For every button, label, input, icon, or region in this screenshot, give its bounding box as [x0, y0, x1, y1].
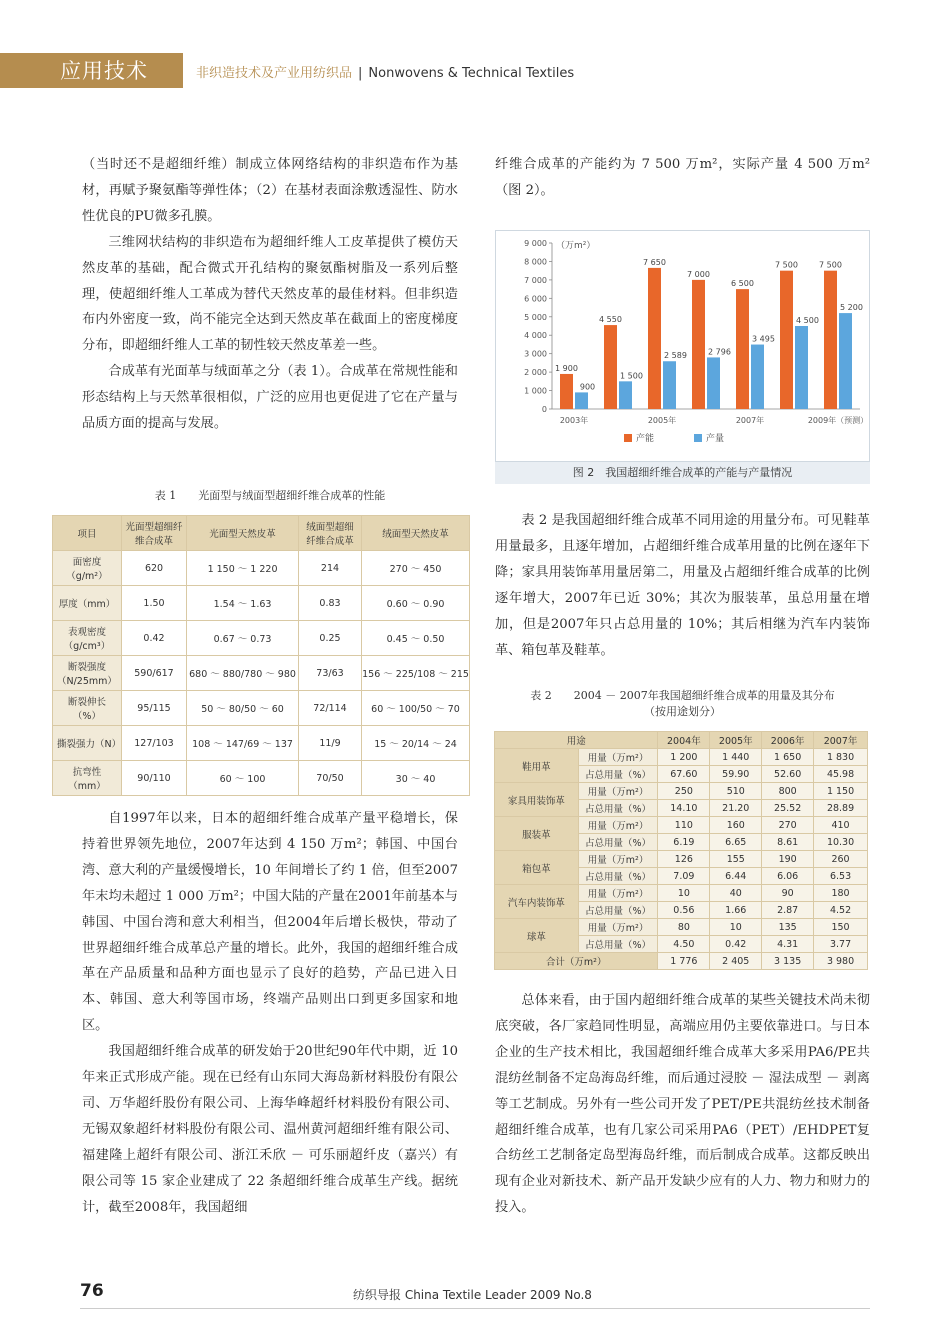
table2-total-label: 合计（万m²）	[495, 953, 658, 970]
subtitle-cn: 非织造技术及产业用纺织品	[196, 66, 353, 81]
table2-cell: 800	[762, 783, 814, 800]
table1-cell: 0.45 ～ 0.50	[362, 621, 470, 656]
table2-sub-label: 占总用量（%）	[578, 766, 658, 783]
table1-row-label: 面密度（g/m²）	[53, 551, 122, 586]
table1-cell: 72/114	[298, 691, 361, 726]
table2-sub-label: 用量（万m²）	[578, 783, 658, 800]
table2-sub-label: 占总用量（%）	[578, 902, 658, 919]
table1-cell: 30 ～ 40	[362, 761, 470, 796]
output-bar	[619, 381, 632, 409]
table2-sub-label: 用量（万m²）	[578, 885, 658, 902]
table1-cell: 0.42	[121, 621, 186, 656]
table1-cell: 90/110	[121, 761, 186, 796]
footer-divider	[80, 1308, 870, 1309]
capacity-bar	[736, 289, 749, 409]
table2-year-header: 2007年	[814, 732, 868, 749]
table2-total-cell: 3 135	[762, 953, 814, 970]
table1-header-cell: 光面型超细纤维合成革	[121, 516, 186, 551]
table2-year-header: 2006年	[762, 732, 814, 749]
table1-cell: 0.60 ～ 0.90	[362, 586, 470, 621]
legend-label: 产量	[706, 434, 725, 444]
table-row	[495, 919, 868, 936]
table2-cell: 4.52	[814, 902, 868, 919]
table2-sub-label: 用量（万m²）	[578, 817, 658, 834]
table1-cell: 0.67 ～ 0.73	[187, 621, 299, 656]
table2-cell: 67.60	[658, 766, 710, 783]
y-tick-label: 9 000	[524, 239, 547, 248]
output-bar	[751, 345, 764, 409]
table1-cell: 1.50	[121, 586, 186, 621]
table2-year-header: 2004年	[658, 732, 710, 749]
table2-cell: 28.89	[814, 800, 868, 817]
table-row	[495, 817, 868, 834]
table2-cell: 6.44	[710, 868, 762, 885]
output-bar	[795, 326, 808, 409]
capacity-bar	[692, 280, 705, 409]
table2-cell: 135	[762, 919, 814, 936]
legend-label: 产能	[636, 434, 655, 444]
table1-cell: 156 ～ 225/108 ～ 215	[362, 656, 470, 691]
table1-row-label: 表观密度（g/cm³）	[53, 621, 122, 656]
data-label: 6 500	[731, 279, 754, 289]
y-tick-label: 4 000	[524, 331, 547, 341]
table2-cell: 90	[762, 885, 814, 902]
paragraph: 纤维合成革的产能约为 7 500 万m²，实际产量 4 500 万m²（图 2）。	[495, 157, 870, 198]
table2-use-label: 汽车内装饰革	[495, 885, 579, 919]
table2-cell: 3.77	[814, 936, 868, 953]
table1-cell: 0.83	[298, 586, 361, 621]
table2-cell: 1 830	[814, 749, 868, 766]
table2-header-row	[495, 732, 868, 749]
data-label: 7 000	[687, 269, 710, 279]
table2-cell: 0.56	[658, 902, 710, 919]
y-tick-label: 7 000	[524, 275, 547, 285]
paragraph: （当时还不是超细纤维）制成立体网络结构的非织造布作为基材，再赋予聚氨酯等弹性体；（2）在基材表面涂敷透湿性、防水性优良的PU微多孔膜。	[82, 157, 458, 224]
data-label: 2 796	[708, 347, 731, 357]
journal-info: 纺织导报 China Textile Leader 2009 No.8	[353, 1288, 592, 1302]
table2-cell: 155	[710, 851, 762, 868]
table2-cell: 6.53	[814, 868, 868, 885]
section-title: 应用技术	[60, 59, 148, 83]
table1-cell: 1 150 ～ 1 220	[187, 551, 299, 586]
table1-cell: 620	[121, 551, 186, 586]
table2-cell: 40	[710, 885, 762, 902]
table2-cell: 110	[658, 817, 710, 834]
right-column-mid	[495, 508, 870, 663]
table-row	[495, 851, 868, 868]
table1-cell: 15 ～ 20/14 ～ 24	[362, 726, 470, 761]
table1-cell: 108 ～ 147/69 ～ 137	[187, 726, 299, 761]
legend-swatch	[694, 434, 702, 442]
table2-cell: 1 150	[814, 783, 868, 800]
table1-row-label: 抗弯性（mm）	[53, 761, 122, 796]
capacity-bar	[604, 325, 617, 409]
table2-cell: 250	[658, 783, 710, 800]
table2-cell: 190	[762, 851, 814, 868]
table1	[52, 515, 470, 796]
table1-cell: 60 ～ 100/50 ～ 70	[362, 691, 470, 726]
subtitle-en: Nonwovens & Technical Textiles	[368, 66, 575, 81]
table2-cell: 25.52	[762, 800, 814, 817]
table1-cell: 70/50	[298, 761, 361, 796]
table2-year-header: 2005年	[710, 732, 762, 749]
data-label: 4 500	[796, 316, 819, 325]
paragraph: 三维网状结构的非织造布为超细纤维人工皮革提供了模仿天然皮革的基础，配合微式开孔结构的聚氨酯树脂及一系列后整理，使超细纤维人工革成为替代天然皮革的最佳材料。但非织造布内外密度一致，尚不能完全达到天然皮革在截面上的密度梯度分布，即超细纤维人工革的韧性较天然皮革差一些。	[82, 234, 458, 354]
data-label: 1 900	[555, 363, 578, 373]
output-bar	[663, 361, 676, 409]
data-label: 7 500	[819, 260, 842, 270]
table2-sub-label: 占总用量（%）	[578, 936, 658, 953]
y-tick-label: 3 000	[524, 349, 547, 359]
table2-cell: 21.20	[710, 800, 762, 817]
table-row	[53, 726, 470, 761]
table2-caption	[495, 688, 870, 720]
table2-sub-label: 占总用量（%）	[578, 868, 658, 885]
table1-header-row	[53, 516, 470, 551]
table-row	[53, 761, 470, 796]
table2-cell: 10	[710, 919, 762, 936]
x-tick-label: 2003年	[559, 416, 589, 425]
table2-cell: 1 200	[658, 749, 710, 766]
table1-cell: 0.25	[298, 621, 361, 656]
table2-cell: 2.87	[762, 902, 814, 919]
table1-cell: 270 ～ 450	[362, 551, 470, 586]
y-tick-label: 5 000	[524, 312, 547, 322]
table2-cell: 6.06	[762, 868, 814, 885]
capacity-bar	[560, 374, 573, 409]
left-column-top	[82, 152, 458, 437]
data-label: 1 500	[620, 371, 643, 381]
x-tick-label: 2009年（预测）	[807, 416, 869, 425]
table-row	[495, 783, 868, 800]
table1-header-cell: 绒面型天然皮革	[362, 516, 470, 551]
table2-cell: 1.66	[710, 902, 762, 919]
table1-row-label: 断裂强度（N/25mm）	[53, 656, 122, 691]
table-row	[53, 586, 470, 621]
table1-header-cell: 绒面型超细纤维合成革	[298, 516, 361, 551]
table1-cell: 590/617	[121, 656, 186, 691]
table2-total-cell: 3 980	[814, 953, 868, 970]
table2-cell: 6.65	[710, 834, 762, 851]
table-row	[53, 691, 470, 726]
figure2-caption: 图 2 我国超细纤维合成革的产能与产量情况	[495, 462, 870, 484]
capacity-bar	[780, 271, 793, 409]
table2-caption-line2: （按用途划分）	[644, 705, 721, 718]
table2-total-row	[495, 953, 868, 970]
table2-total-cell: 1 776	[658, 953, 710, 970]
table1-cell: 95/115	[121, 691, 186, 726]
table-row	[495, 885, 868, 902]
table2-cell: 8.61	[762, 834, 814, 851]
table2-sub-label: 占总用量（%）	[578, 834, 658, 851]
table2-sub-label: 用量（万m²）	[578, 919, 658, 936]
output-bar	[839, 313, 852, 409]
figure2-chart	[495, 230, 870, 462]
table1-cell: 11/9	[298, 726, 361, 761]
header-subtitle	[196, 62, 574, 81]
table2-cell: 180	[814, 885, 868, 902]
table2-cell: 260	[814, 851, 868, 868]
table2-cell: 1 650	[762, 749, 814, 766]
table2-use-label: 服装革	[495, 817, 579, 851]
table2-cell: 510	[710, 783, 762, 800]
y-tick-label: 6 000	[524, 294, 547, 304]
right-column-bottom	[495, 988, 870, 1221]
data-label: 4 550	[599, 315, 622, 325]
table2-cell: 7.09	[658, 868, 710, 885]
table2-cell: 80	[658, 919, 710, 936]
table2-caption-line1: 表 2 2004 － 2007年我国超细纤维合成革的用量及其分布	[530, 689, 835, 702]
paragraph: 自1997年以来，日本的超细纤维合成革产量平稳增长，保持着世界领先地位，2007年达到 4 150 万m²；韩国、中国台湾、意大利的产量缓慢增长，10 年间增长了约 1 倍，但至2007年末均未超过 1 000 万m²；中国大陆的产量在2001年前基本与韩国、中国台湾和意大利相当，但2004年后增长极快，带动了世界超细纤维合成革总产量的增长。此外，我国的超细纤维合成革在产品质量和品种方面也显示了良好的趋势，产品已进入日本、韩国、意大利等国市场，终端产品则出口到更多国家和地区。	[82, 811, 458, 1034]
bar-chart	[496, 231, 869, 461]
paragraph: 表 2 是我国超细纤维合成革不同用途的用量分布。可见鞋革用量最多，且逐年增加，占超细纤维合成革用量的比例在逐年下降；家具用装饰革用量居第二，用量及占超细纤维合成革的比例逐年增大，2007年已近 30%；其次为服装革，虽总用量在增加，但是2007年只占总用量的 10%；其后相继为汽车内装饰革、箱包革及鞋革。	[495, 513, 870, 658]
x-tick-label: 2007年	[735, 416, 765, 425]
table2-cell: 4.31	[762, 936, 814, 953]
table2-cell: 1 440	[710, 749, 762, 766]
header-separator: |	[358, 66, 363, 81]
table2-cell: 410	[814, 817, 868, 834]
table1-row-label: 断裂伸长（%）	[53, 691, 122, 726]
table1-caption: 表 1 光面型与绒面型超细纤维合成革的性能	[154, 489, 386, 502]
table2-cell: 52.60	[762, 766, 814, 783]
legend-swatch	[624, 434, 632, 442]
table2-use-label: 鞋用革	[495, 749, 579, 783]
paragraph: 我国超细纤维合成革的研发始于20世纪90年代中期，近 10 年来正式形成产能。现在已经有山东同大海岛新材料股份有限公司、万华超纤股份有限公司、上海华峰超纤材料股份有限公司、无锡双象超纤材料股份有限公司、温州黄河超细纤维有限公司、福建隆上超纤有限公司、浙江禾欣 － 可乐丽超纤皮（嘉兴）有限公司等 15 家企业建成了 22 条超细纤维合成革生产线。据统计，截至2008年，我国超细	[82, 1044, 458, 1215]
table2-cell: 126	[658, 851, 710, 868]
table2-cell: 0.42	[710, 936, 762, 953]
y-tick-label: 8 000	[524, 257, 547, 267]
data-label: 2 589	[664, 351, 687, 361]
table2-sub-label: 用量（万m²）	[578, 749, 658, 766]
table2-cell: 160	[710, 817, 762, 834]
table1-cell: 1.54 ～ 1.63	[187, 586, 299, 621]
table2-cell: 6.19	[658, 834, 710, 851]
table2-header-use: 用途	[495, 732, 658, 749]
table2-sub-label: 用量（万m²）	[578, 851, 658, 868]
left-column-bottom	[82, 806, 458, 1221]
data-label: 7 500	[775, 260, 798, 270]
table1-row-label: 撕裂强力（N）	[53, 726, 122, 761]
table2-cell: 270	[762, 817, 814, 834]
y-tick-label: 2 000	[524, 368, 547, 378]
right-column-top	[495, 152, 870, 204]
table2-sub-label: 占总用量（%）	[578, 800, 658, 817]
table2-cell: 45.98	[814, 766, 868, 783]
table-row	[53, 551, 470, 586]
table2	[494, 731, 868, 970]
y-tick-label: 0	[541, 405, 547, 414]
table2-cell: 10.30	[814, 834, 868, 851]
table1-cell: 680 ～ 880/780 ～ 980	[187, 656, 299, 691]
page-number: 76	[80, 1281, 104, 1301]
table2-cell: 4.50	[658, 936, 710, 953]
table2-use-label: 箱包革	[495, 851, 579, 885]
table1-cell: 50 ～ 80/50 ～ 60	[187, 691, 299, 726]
table1-cell: 60 ～ 100	[187, 761, 299, 796]
x-tick-label: 2005年	[647, 416, 677, 425]
paragraph: 总体来看，由于国内超细纤维合成革的某些关键技术尚未彻底突破，各厂家趋同性明显，高端应用仍主要依靠进口。与日本企业的生产技术相比，我国超细纤维合成革大多采用PA6/PE共混纺丝制备不定岛海岛纤维，而后通过浸胶 － 湿法成型 － 剥离等工艺制成。另外有一些公司开发了PET/PE共混纺丝技术制备超细纤维合成革，也有几家公司采用PA6（PET）/EHDPET复合纺丝工艺制备定岛型海岛纤维，而后制成合成革。这都反映出现有企业对新技术、新产品开发缺少应有的人力、物力和财力的投入。	[495, 993, 870, 1216]
table2-cell: 59.90	[710, 766, 762, 783]
table-row	[53, 621, 470, 656]
table1-row-label: 厚度（mm）	[53, 586, 122, 621]
table-row	[495, 749, 868, 766]
table1-header-cell: 光面型天然皮革	[187, 516, 299, 551]
data-label: 5 200	[840, 303, 863, 313]
output-bar	[575, 392, 588, 409]
table2-use-label: 球革	[495, 919, 579, 953]
y-axis-unit: （万m²）	[556, 241, 596, 251]
table1-cell: 127/103	[121, 726, 186, 761]
y-tick-label: 1 000	[524, 386, 547, 396]
data-label: 3 495	[752, 334, 775, 344]
table1-cell: 73/63	[298, 656, 361, 691]
paragraph: 合成革有光面革与绒面革之分（表 1）。合成革在常规性能和形态结构上与天然革很相似，广泛的应用也更促进了它在产量与品质方面的提高与发展。	[82, 364, 458, 432]
table1-cell: 214	[298, 551, 361, 586]
capacity-bar	[648, 268, 661, 409]
capacity-bar	[824, 271, 837, 409]
table2-cell: 150	[814, 919, 868, 936]
data-label: 900	[579, 382, 596, 392]
table2-total-cell: 2 405	[710, 953, 762, 970]
table2-cell: 10	[658, 885, 710, 902]
table1-header-cell: 项目	[53, 516, 122, 551]
output-bar	[707, 357, 720, 409]
table-row	[53, 656, 470, 691]
data-label: 7 650	[643, 257, 666, 267]
table2-use-label: 家具用装饰革	[495, 783, 579, 817]
table2-cell: 14.10	[658, 800, 710, 817]
